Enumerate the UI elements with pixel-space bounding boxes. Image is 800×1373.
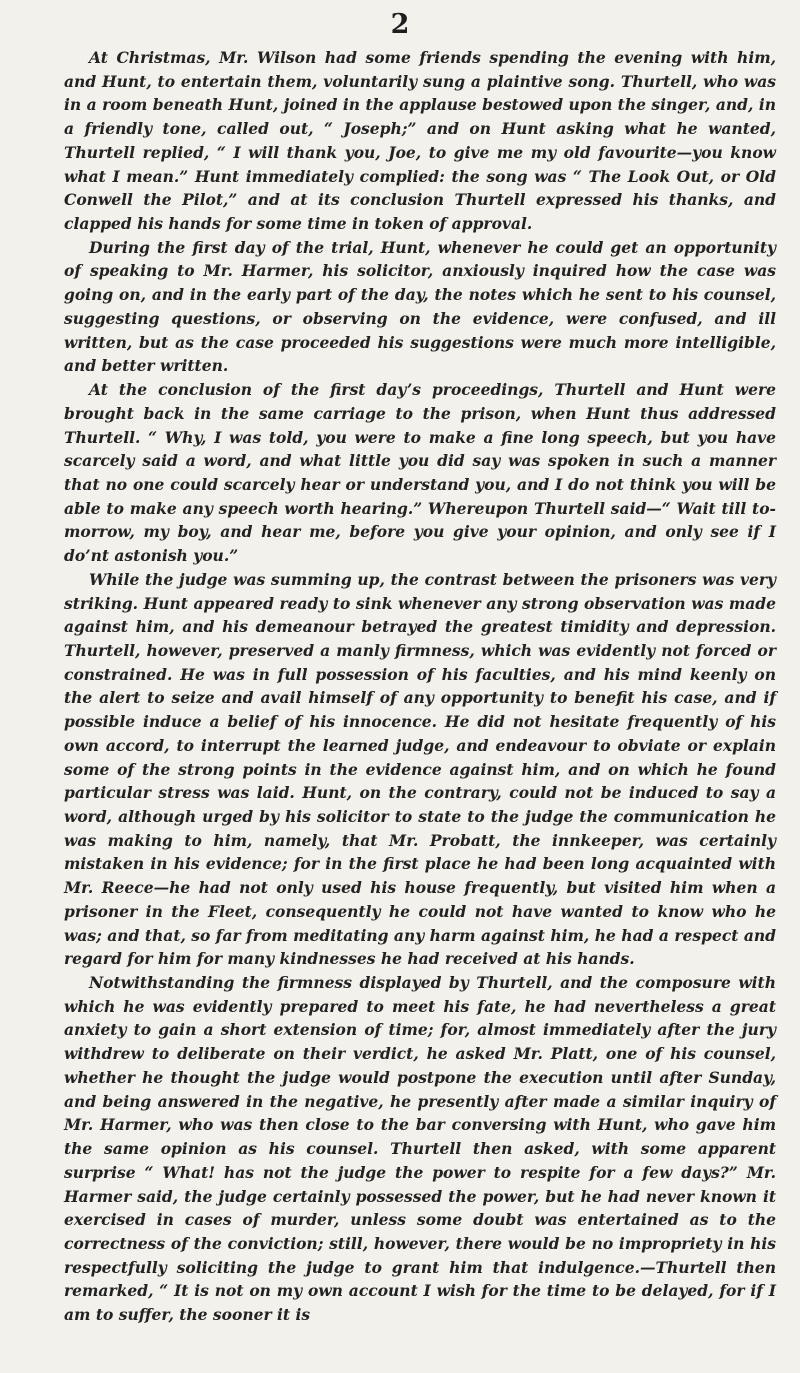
paragraph-carriage-conversation: At the conclusion of the first day’s proceedings, Thurtell and Hunt were brought back in the same carriage to the prison, when Hunt thus addressed Thurtell. “ Why, I was told, you were to make a fine long speech, but you have scarcely said a word, and what little you did say was spoken in such a manner that no one could scarcely hear or understand you, and I do not think you will be able to make any speech worth hearing.” Whereupon Thurtell said—“ Wait till to-morrow, my boy, and hear me, before you give your opinion, and only see if I do’nt astonish you.”: [64, 380, 776, 566]
paragraph-first-day-trial: During the first day of the trial, Hunt, whenever he could get an opportunity of speaking to Mr. Harmer, his solicitor, anxiously inquired how the case was going on, and in the early part of the day, the notes which he sent to his counsel, suggesting questions, or observing on the evidence, were confused, and ill written, but as the case proceeded his suggestions were much more intelligible, and better written.: [64, 237, 776, 376]
paragraph-christmas-song: At Christmas, Mr. Wilson had some friends spending the evening with him, and Hunt, to entertain them, voluntarily sung a plaintive song. Thurtell, who was in a room beneath Hunt, joined in the applause bestowed upon the singer, and, in a friendly tone, called out, “ Joseph;” and on Hunt asking what he wanted, Thurtell replied, “ I will thank you, Joe, to give me my old favourite—you know what I mean.” Hunt immediately complied: the song was “ The Look Out, or Old Conwell the Pilot,” and at its conclusion Thurtell expressed his thanks, and clapped his hands for some time in token of approval.: [64, 48, 776, 234]
body-text: [64, 46, 776, 1327]
page-number: 2: [390, 9, 410, 40]
paragraph-extension-of-time: Notwithstanding the firmness displayed by Thurtell, and the composure with which he was evidently prepared to meet his fate, he had nevertheless a great anxiety to gain a short extension of time; for, almost immediately after the jury withdrew to deliberate on their verdict, he asked Mr. Platt, one of his counsel, whether he thought the judge would postpone the execution until after Sunday, and being answered in the negative, he presently after made a similar inquiry of Mr. Harmer, who was then close to the bar conversing with Hunt, who gave him the same opinion as his counsel. Thurtell then asked, with some apparent surprise “ What! has not the judge the power to respite for a few days?” Mr. Harmer said, the judge certainly possessed the power, but he had never known it exercised in cases of murder, unless some doubt was entertained as to the correctness of the conviction; still, however, there would be no impropriety in his respectfully soliciting the judge to grant him that indulgence.—Thurtell then remarked, “ It is not on my own account I wish for the time to be delayed, for if I am to suffer, the sooner it is: [64, 973, 776, 1325]
paragraph-summing-up: While the judge was summing up, the contrast between the prisoners was very striking. Hunt appeared ready to sink whenever any strong observation was made against him, and his demeanour betrayed the greatest timidity and depression. Thurtell, however, preserved a manly firmness, which was evidently not forced or constrained. He was in full possession of his faculties, and his mind keenly on the alert to seize and avail himself of any opportunity to benefit his case, and if possible induce a belief of his innocence. He did not hesitate frequently of his own accord, to interrupt the learned judge, and endeavour to obviate or explain some of the strong points in the evidence against him, and on which he found particular stress was laid. Hunt, on the contrary, could not be induced to say a word, although urged by his solicitor to state to the judge the communication he was making to him, namely, that Mr. Probatt, the innkeeper, was certainly mistaken in his evidence; for in the first place he had been long acquainted with Mr. Reece—he had not only used his house frequently, but visited him when a prisoner in the Fleet, consequently he could not have wanted to know who he was; and that, so far from meditating any harm against him, he had a respect and regard for him for many kindnesses he had received at his hands.: [64, 569, 776, 969]
